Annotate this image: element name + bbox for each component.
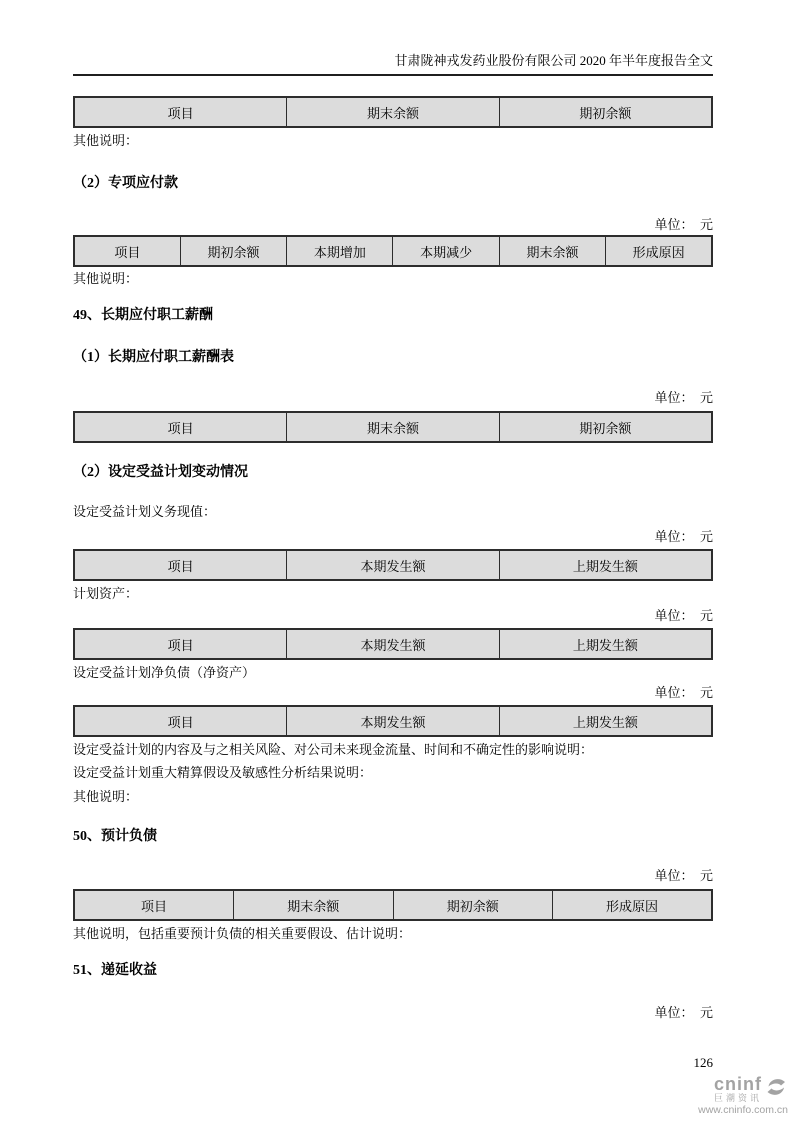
section-heading-estimated-liabilities: 50、预计负债: [73, 829, 157, 844]
cninfo-logo-wordmark: cninf: [714, 1074, 762, 1095]
table-header-row: [74, 706, 712, 736]
table-header-cell: 项目: [74, 706, 287, 736]
obligation-label: 设定受益计划义务现值：: [73, 504, 217, 519]
impact-note-line: 设定受益计划的内容及与之相关风险、对公司未来现金流量、时间和不确定性的影响说明：: [73, 742, 594, 757]
table-header-cell: 项目: [74, 236, 180, 266]
table-header-cell: 项目: [74, 890, 234, 920]
obligation-table: [73, 549, 713, 581]
subsection-heading-benefit-plan: （2）设定受益计划变动情况: [73, 465, 248, 480]
table-header-cell: 项目: [74, 550, 287, 580]
unit-label: 单位： 元: [654, 685, 713, 700]
plan-assets-label: 计划资产：: [73, 586, 139, 601]
table-header-cell: 期初余额: [393, 890, 553, 920]
cninfo-logo: [698, 1075, 788, 1116]
table-header-cell: 期初余额: [180, 236, 286, 266]
other-note-line: 其他说明：: [73, 271, 139, 286]
table-header-cell: 上期发生额: [499, 706, 712, 736]
table-header-cell: 期初余额: [499, 97, 712, 127]
table-header-cell: 项目: [74, 629, 287, 659]
table-header-cell: 本期增加: [287, 236, 393, 266]
table-header-cell: 期末余额: [499, 236, 605, 266]
table-header-cell: 期末余额: [287, 412, 500, 442]
table-header-cell: 本期发生额: [287, 706, 500, 736]
table-header-row: [74, 890, 712, 920]
table-header-cell: 期末余额: [234, 890, 394, 920]
table-header-cell: 期初余额: [499, 412, 712, 442]
other-note-line: 其他说明：: [73, 789, 139, 804]
unit-label: 单位： 元: [654, 868, 713, 883]
special-payables-table: [73, 235, 713, 267]
table-header-cell: 本期发生额: [287, 550, 500, 580]
section-heading-special-payables: （2）专项应付款: [73, 176, 178, 191]
estimated-liabilities-table: [73, 889, 713, 921]
unit-label: 单位： 元: [654, 608, 713, 623]
header-rule: [73, 74, 713, 76]
section-heading-longterm-pay: 49、长期应付职工薪酬: [73, 308, 213, 323]
table-header-cell: 形成原因: [606, 236, 712, 266]
report-header-title: 甘肃陇神戎发药业股份有限公司 2020 年半年度报告全文: [394, 53, 713, 68]
table-header-cell: 项目: [74, 97, 287, 127]
net-liability-label: 设定受益计划净负债（净资产）: [73, 665, 256, 680]
actuarial-note-line: 设定受益计划重大精算假设及敏感性分析结果说明：: [73, 765, 373, 780]
unit-label: 单位： 元: [654, 390, 713, 405]
table-header-cell: 形成原因: [553, 890, 713, 920]
unit-label: 单位： 元: [654, 1005, 713, 1020]
plan-assets-table: [73, 628, 713, 660]
cninfo-logo-text-stack: [714, 1075, 762, 1103]
table-header-row: [74, 97, 712, 127]
table-header-row: [74, 412, 712, 442]
table-header-cell: 上期发生额: [499, 550, 712, 580]
subsection-heading-longterm-table: （1）长期应付职工薪酬表: [73, 350, 234, 365]
longterm-pay-table: [73, 411, 713, 443]
table-header-cell: 项目: [74, 412, 287, 442]
table-header-cell: 本期发生额: [287, 629, 500, 659]
cninfo-swirl-icon: [764, 1075, 788, 1104]
page-number: 126: [693, 1055, 713, 1070]
table-header-row: [74, 550, 712, 580]
unit-label: 单位： 元: [654, 529, 713, 544]
other-note-line: 其他说明：: [73, 133, 139, 148]
table-header-row: [74, 629, 712, 659]
table-header-cell: 本期减少: [393, 236, 499, 266]
table-header-cell: 上期发生额: [499, 629, 712, 659]
unit-label: 单位： 元: [654, 217, 713, 232]
top-balance-table: [73, 96, 713, 128]
net-liability-table: [73, 705, 713, 737]
cninfo-logo-url: www.cninfo.com.cn: [698, 1103, 788, 1116]
cninfo-logo-row: [698, 1075, 788, 1104]
estimated-liabilities-note: 其他说明，包括重要预计负债的相关重要假设、估计说明：: [73, 926, 412, 941]
cninfo-logo-chinese-name: 巨潮资讯: [713, 1093, 762, 1104]
table-header-cell: 期末余额: [287, 97, 500, 127]
table-header-row: [74, 236, 712, 266]
section-heading-deferred-income: 51、递延收益: [73, 963, 157, 978]
